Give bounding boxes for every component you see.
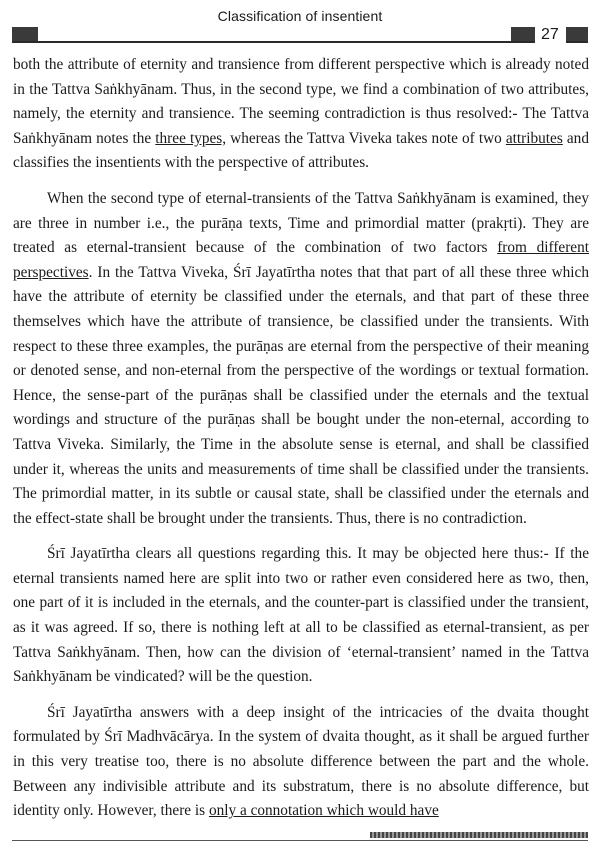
paragraph-1 xyxy=(13,53,589,176)
header-bar-left xyxy=(12,27,38,41)
underlined-text: from different perspectives xyxy=(13,239,589,281)
paragraph-4 xyxy=(13,701,589,824)
text-run: whereas the Tattva Viveka takes note of two xyxy=(226,129,506,147)
underlined-text: attributes xyxy=(505,129,563,147)
header-rule xyxy=(12,41,535,43)
page-header xyxy=(0,0,600,50)
text-run: both the attribute of eternity and transience from different perspective which is already noted in the Tattva Saṅkhyānam. Thus, in the second type, we find a combination of two attributes, namely, the eternity and transience. The seeming contradiction is thus resolved:- The Tattva Saṅkhyānam notes the xyxy=(13,56,589,147)
underlined-text: three types, xyxy=(155,129,227,147)
page-number: 27 xyxy=(541,26,559,43)
text-run: and classifies the insentients with the perspective of attributes. xyxy=(13,129,589,172)
text-run: . In the Tattva Viveka, Śrī Jayatīrtha notes that that part of all these three which have the attribute of eternity be classified under the eternals, and that part of these three themselves which have the attribute of transience, be classified under the transients. With respect to these three examples, the purāṇas are eternal from the perspective of their meaning or denoted sense, and non-eternal from the perspective of the wordings or textual formation. Hence, the sense-part of the purāṇas shall be classified under the eternals and the textual wordings and structure of the purāṇas shall be bought under the non-eternal, according to Tattva Viveka. Similarly, the Time in the absolute sense is eternal, and shall be classified under it, whereas the units and measurements of time shall be classified under the transients. The primordial matter, in its subtle or causal state, shall be classified under the eternals and the effect-state shall be brought under the transients. Thus, there is no contradiction. xyxy=(13,263,589,527)
header-bar-right xyxy=(566,27,588,41)
footer-bar xyxy=(370,832,588,838)
text-run: Śrī Jayatīrtha clears all questions regarding this. It may be objected here thus:- If the eternal transients named here are split into two or rather even considered here as two, then, one part of it is included in the eternals, and the counter-part is classified under the transient, as it was agreed. If so, there is nothing left at all to be classified as eternal-transient, as per Tattva Saṅkhyānam. Then, how can the division of ‘eternal-transient’ named in the Tattva Saṅkhyānam be vindicated? will be the question. xyxy=(13,545,589,686)
footer-rule xyxy=(12,840,588,841)
running-title: Classification of insentient xyxy=(217,8,383,24)
header-rule-right xyxy=(566,41,588,43)
paragraph-2 xyxy=(13,187,589,531)
text-run: When the second type of eternal-transients of the Tattva Saṅkhyānam is examined, they are three in number i.e., the purāṇa texts, Time and primordial matter (prakṛti). They are treated as eternal-transient because of the combination of two factors xyxy=(13,189,589,257)
header-bar-middle xyxy=(511,27,535,41)
paragraph-3 xyxy=(13,542,589,690)
underlined-text: only a connotation which would have xyxy=(208,802,439,820)
text-run: Śrī Jayatīrtha answers with a deep insight of the intricacies of the dvaita thought formulated by Śrī Madhvācārya. In the system of dvaita thought, as it shall be argued further in this very treatise too, there is no absolute difference between the part and the whole. Between any indivisible attribute and its substratum, there is no absolute difference, but identity only. However, there is xyxy=(13,703,589,820)
body-text xyxy=(13,53,589,835)
